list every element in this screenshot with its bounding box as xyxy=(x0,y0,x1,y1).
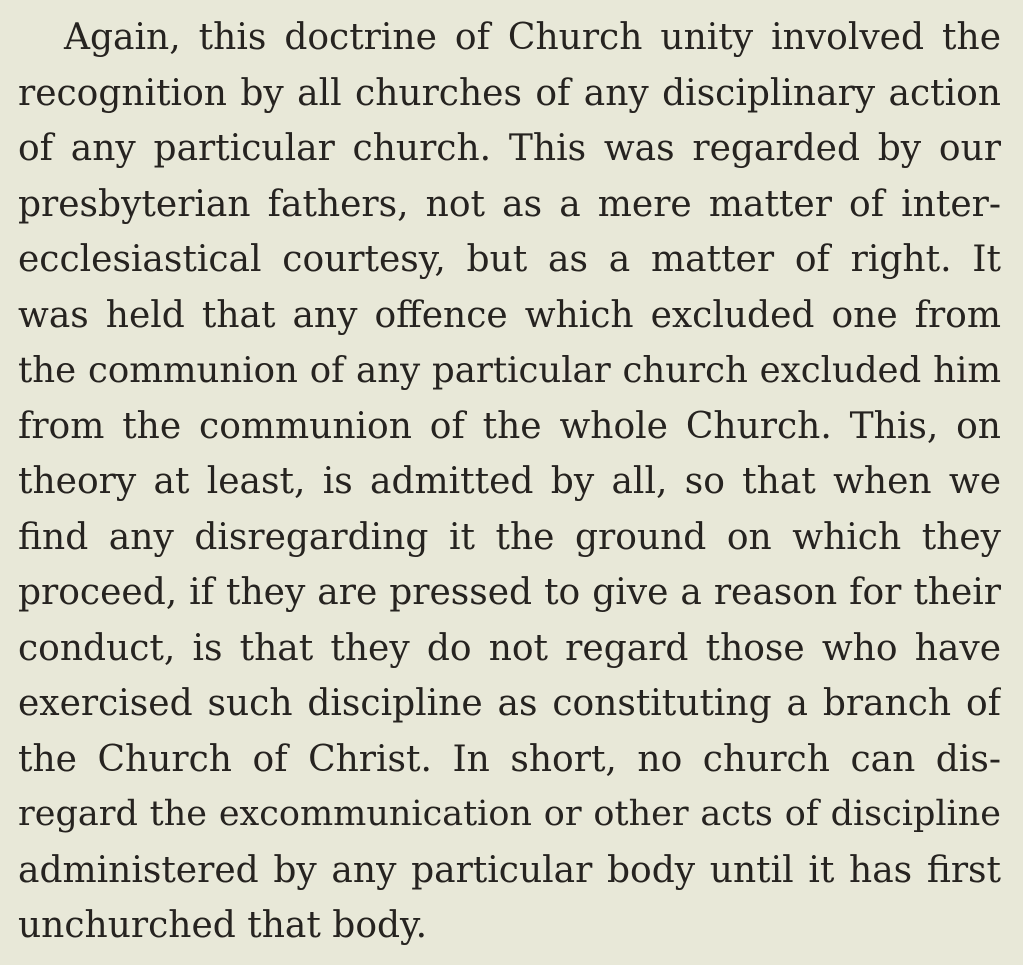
text-line: unchurched that body. xyxy=(18,905,428,946)
text-line: administered by any particular body until it has first xyxy=(18,849,1001,891)
text-line: theory at least, is admitted by all, so that when we xyxy=(18,461,1001,502)
body-paragraph xyxy=(18,10,1001,954)
text-line: the Church of Christ. In short, no church can dis- xyxy=(18,738,1001,780)
text-line: exercised such discipline as constituting a branch of xyxy=(18,683,1001,724)
text-line: Again, this doctrine of Church unity involved the xyxy=(64,17,1001,58)
text-line: was held that any offence which excluded one from xyxy=(18,294,1001,336)
text-line: find any disregarding it the ground on which they xyxy=(18,516,1001,558)
text-line: from the communion of the whole Church. This, on xyxy=(18,405,1001,447)
text-line: conduct, is that they do not regard those who have xyxy=(18,627,1001,669)
text-line: the communion of any particular church excluded him xyxy=(18,350,1001,391)
text-line: regard the excommunication or other acts of discipline xyxy=(18,794,1001,834)
text-line: recognition by all churches of any disciplinary action xyxy=(18,72,1001,114)
text-line: presbyterian fathers, not as a mere matter of inter- xyxy=(18,183,1001,225)
text-line: of any particular church. This was regarded by our xyxy=(18,128,1001,169)
text-line: ecclesiastical courtesy, but as a matter of right. It xyxy=(18,239,1001,280)
text-line: proceed, if they are pressed to give a reason for their xyxy=(18,572,1001,613)
